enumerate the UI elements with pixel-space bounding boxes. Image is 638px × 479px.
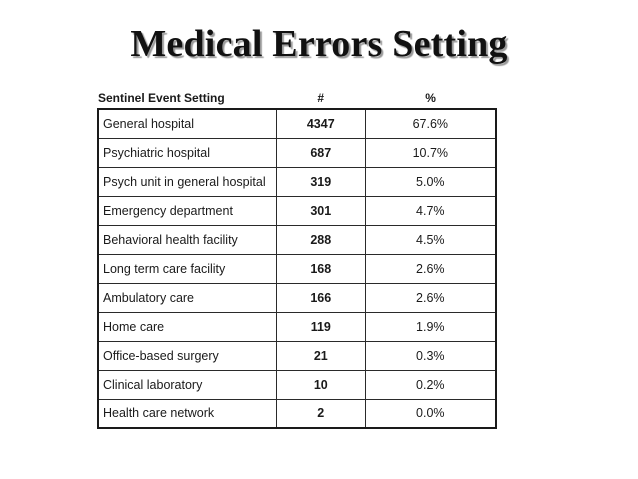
header-count: # bbox=[317, 91, 325, 105]
table-row bbox=[98, 109, 496, 138]
count-cell: 168 bbox=[276, 254, 365, 283]
table-row bbox=[98, 254, 496, 283]
setting-cell: Office-based surgery bbox=[98, 341, 276, 370]
count-cell: 301 bbox=[276, 196, 365, 225]
table-row bbox=[98, 138, 496, 167]
count-cell: 119 bbox=[276, 312, 365, 341]
percent-cell: 0.3% bbox=[365, 341, 496, 370]
percent-cell: 5.0% bbox=[365, 167, 496, 196]
count-cell: 4347 bbox=[276, 109, 365, 138]
setting-cell: General hospital bbox=[98, 109, 276, 138]
percent-cell: 4.7% bbox=[365, 196, 496, 225]
count-cell: 21 bbox=[276, 341, 365, 370]
percent-cell: 0.0% bbox=[365, 399, 496, 428]
percent-cell: 0.2% bbox=[365, 370, 496, 399]
table-row bbox=[98, 312, 496, 341]
percent-cell: 1.9% bbox=[365, 312, 496, 341]
table-row bbox=[98, 341, 496, 370]
setting-cell: Emergency department bbox=[98, 196, 276, 225]
sentinel-event-table bbox=[97, 88, 497, 429]
header-percent: % bbox=[425, 91, 436, 105]
count-cell: 288 bbox=[276, 225, 365, 254]
percent-cell: 2.6% bbox=[365, 254, 496, 283]
table-row bbox=[98, 196, 496, 225]
percent-cell: 67.6% bbox=[365, 109, 496, 138]
table-row bbox=[98, 283, 496, 312]
table-row bbox=[98, 370, 496, 399]
count-cell: 687 bbox=[276, 138, 365, 167]
slide-title: Medical Errors Setting bbox=[130, 23, 508, 65]
setting-cell: Home care bbox=[98, 312, 276, 341]
table-row bbox=[98, 399, 496, 428]
setting-cell: Psych unit in general hospital bbox=[98, 167, 276, 196]
setting-cell: Behavioral health facility bbox=[98, 225, 276, 254]
percent-cell: 10.7% bbox=[365, 138, 496, 167]
header-setting: Sentinel Event Setting bbox=[98, 91, 225, 105]
setting-cell: Ambulatory care bbox=[98, 283, 276, 312]
count-cell: 166 bbox=[276, 283, 365, 312]
setting-cell: Clinical laboratory bbox=[98, 370, 276, 399]
setting-cell: Health care network bbox=[98, 399, 276, 428]
percent-cell: 4.5% bbox=[365, 225, 496, 254]
table-row bbox=[98, 225, 496, 254]
table-row bbox=[98, 167, 496, 196]
count-cell: 2 bbox=[276, 399, 365, 428]
sentinel-event-table-container bbox=[97, 88, 497, 429]
setting-cell: Psychiatric hospital bbox=[98, 138, 276, 167]
count-cell: 319 bbox=[276, 167, 365, 196]
setting-cell: Long term care facility bbox=[98, 254, 276, 283]
table-header-row bbox=[98, 88, 496, 109]
count-cell: 10 bbox=[276, 370, 365, 399]
percent-cell: 2.6% bbox=[365, 283, 496, 312]
